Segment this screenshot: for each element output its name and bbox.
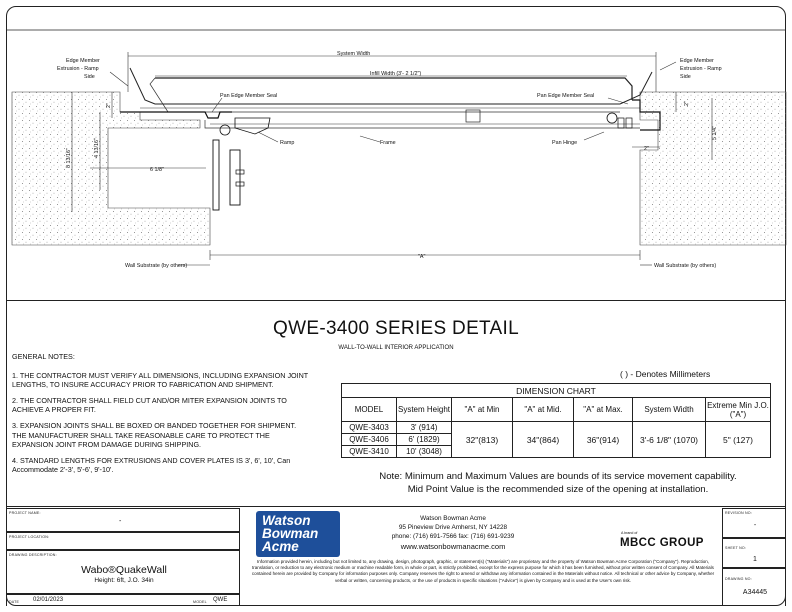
row-model: QWE-3403 (342, 422, 397, 434)
drawing-description-subtitle: Height: 6ft, J.O. 34in (94, 577, 154, 584)
date-value: 02/01/2023 (33, 597, 64, 603)
dim-6-1-8-label: 6 1/8" (150, 167, 164, 173)
millimeters-note: ( ) - Denotes Millimeters (620, 369, 711, 379)
project-location-label: PROJECT LOCATION: (9, 535, 50, 539)
row-model: QWE-3406 (342, 434, 397, 446)
date-label: DATE (9, 600, 20, 604)
dimension-chart (341, 383, 771, 458)
model-label: MODEL (193, 600, 207, 604)
title-block-top-rule (6, 506, 786, 507)
chart-note-line-1: Note: Minimum and Maximum Values are bounds of its service movement capability. (379, 471, 737, 482)
project-name-box (6, 508, 240, 532)
dim-5-1-4-label: 5 1/4" (712, 126, 718, 140)
row-height: 3' (914) (397, 422, 452, 434)
logo-line-1: Watson (262, 513, 311, 528)
header-model: MODEL (342, 398, 397, 422)
company-name: Watson Bowman Acme (420, 515, 486, 522)
note-4: 4. STANDARD LENGTHS FOR EXTRUSIONS AND COVER PLATES IS 3', 6', 10', Can Accommodate 2'-3', 5'-6', 9'-10'. (12, 455, 291, 475)
drawing-description-box (6, 550, 240, 594)
right-wall-substrate (640, 92, 786, 245)
watson-bowman-acme-logo (256, 511, 340, 557)
dimension-chart-title: DIMENSION CHART (342, 384, 771, 398)
header-a-max: "A" at Max. (574, 398, 633, 422)
chart-note-line-2: Mid Point Value is the recommended size of the opening at installation. (407, 484, 709, 495)
drawing-number-label: DRAWING NO: (725, 577, 752, 581)
edge-member-right-3: Side (680, 74, 691, 80)
pan-hinge-label: Pan Hinge (552, 140, 578, 146)
row-height: 6' (1829) (397, 434, 452, 446)
cell-system-width: 3'-6 1/8" (1070) (633, 422, 706, 458)
row-model: QWE-3410 (342, 446, 397, 458)
edge-member-left-2: Extrusion - Ramp (57, 66, 99, 72)
project-name-label: PROJECT NAME: (9, 511, 41, 515)
logo-line-3: Acme (262, 539, 299, 554)
left-wall-substrate (12, 92, 210, 245)
chart-note (330, 470, 786, 496)
note-3: 3. EXPANSION JOINTS SHALL BE BOXED OR BANDED TOGETHER FOR SHIPMENT. THE MANUFACTURER SHALL TAKE REASONABLE CARE TO PROTECT THE EXPANSION JOINT FROM DAMAGE DURING SHIPPING. (12, 420, 297, 450)
dim-4-13-16-label: 4 13/16" (94, 138, 100, 158)
wall-substrate-right-label: Wall Substrate (by others) (654, 263, 717, 269)
logo-line-2: Bowman (262, 526, 319, 541)
section-detail-drawing (0, 0, 792, 300)
pan-edge-seal-left-label: Pan Edge Member Seal (220, 93, 278, 99)
edge-member-right-2: Extrusion - Ramp (680, 66, 722, 72)
date-model-box (6, 594, 240, 606)
drawing-separator (6, 300, 786, 301)
company-address: 95 Pineview Drive Amherst, NY 14228 (398, 524, 508, 531)
brand-small-label: A brand of (621, 531, 638, 535)
cell-a-max: 36"(914) (574, 422, 633, 458)
cell-a-min: 32"(813) (452, 422, 513, 458)
header-extreme-min: Extreme Min J.O. ("A") (706, 398, 771, 422)
page-title: QWE-3400 SERIES DETAIL (273, 318, 519, 339)
drawing-description-label: DRAWING DESCRIPTION: (9, 553, 57, 557)
model-value: QWE (213, 597, 228, 603)
revision-value: - (753, 522, 757, 529)
header-a-min: "A" at Min (452, 398, 513, 422)
company-website: www.watsonbowmanacme.com (400, 542, 506, 551)
dim-2-left-label: 2" (106, 103, 112, 108)
dim-a-label: "A" (418, 254, 426, 260)
dim-2-right-bottom-label: 2" (644, 146, 649, 152)
ramp-label: Ramp (280, 140, 295, 146)
sheet-label: SHEET NO: (725, 546, 747, 550)
dim-2-right-top-label: 2" (684, 101, 690, 106)
edge-member-left-1: Edge Member (66, 58, 100, 64)
drawing-number-value: A34445 (742, 589, 768, 596)
cell-a-mid: 34"(864) (513, 422, 574, 458)
drawing-description-title: Wabo®QuakeWall (81, 564, 167, 576)
edge-member-left-3: Side (84, 74, 95, 80)
infill-width-label: Infill Width (3'- 2 1/2") (370, 71, 422, 77)
mbcc-group-text: MBCC GROUP (620, 537, 704, 549)
mbcc-group-logo (620, 537, 704, 549)
note-1: 1. THE CONTRACTOR MUST VERIFY ALL DIMENSIONS, INCLUDING EXPANSION JOINT LENGTHS, TO INSURE ACCURACY PRIOR TO FABRICATION AND SHIPMENT. (12, 370, 309, 390)
revision-box (722, 508, 786, 538)
header-system-width: System Width (633, 398, 706, 422)
frame-label: Frame (380, 140, 396, 146)
wall-substrate-left-label: Wall Substrate (by others) (125, 263, 188, 269)
general-notes (12, 352, 312, 481)
sheet-value: 1 (753, 556, 757, 563)
header-system-height: System Height (397, 398, 452, 422)
legal-disclaimer: Information provided herein, including but not limited to, any drawing, design, photograph, graphic, or statement(s) ("Materials") are proprietary and the property of Watson Bowman Acme Corporation ("Company"). Reproduction, translation, or reduction to any electronic medium or machine readable form, in whole or part, is strictly prohibited, except for the express purpose for which it has been furnished, without prior written consent of Company. All Materials contained herein are provided by Company for information purposes only. Company reserves the right to amend or withdraw any information contained in the Materials without notice. All technical or other advice by Company, whether verbal or written, concerning products, or the use of products in specific situations ("Advice") is given by Company and is used at the User's own risk. (251, 559, 715, 583)
system-width-label: System Width (337, 51, 371, 57)
row-height: 10' (3048) (397, 446, 452, 458)
cell-extreme-min: 5" (127) (706, 422, 771, 458)
pan-edge-seal-right-label: Pan Edge Member Seal (537, 93, 595, 99)
general-notes-heading: GENERAL NOTES: (12, 352, 75, 361)
page-subtitle: WALL-TO-WALL INTERIOR APPLICATION (338, 345, 454, 351)
header-a-mid: "A" at Mid. (513, 398, 574, 422)
revision-label: REVISION NO: (725, 511, 752, 515)
dim-8-13-16-label: 8 13/16" (66, 148, 72, 168)
company-phone: phone: (716) 691-7566 fax: (716) 691-9239 (391, 533, 515, 540)
note-2: 2. THE CONTRACTOR SHALL FIELD CUT AND/OR MITER EXPANSION JOINTS TO ACHIEVE A PROPER FIT. (12, 395, 287, 415)
sheet-box (722, 538, 786, 568)
ramp-shape (235, 118, 270, 134)
project-name-value: - (119, 518, 122, 525)
edge-member-right-1: Edge Member (680, 58, 714, 64)
project-location-box (6, 532, 240, 550)
drawing-number-box (722, 568, 786, 606)
